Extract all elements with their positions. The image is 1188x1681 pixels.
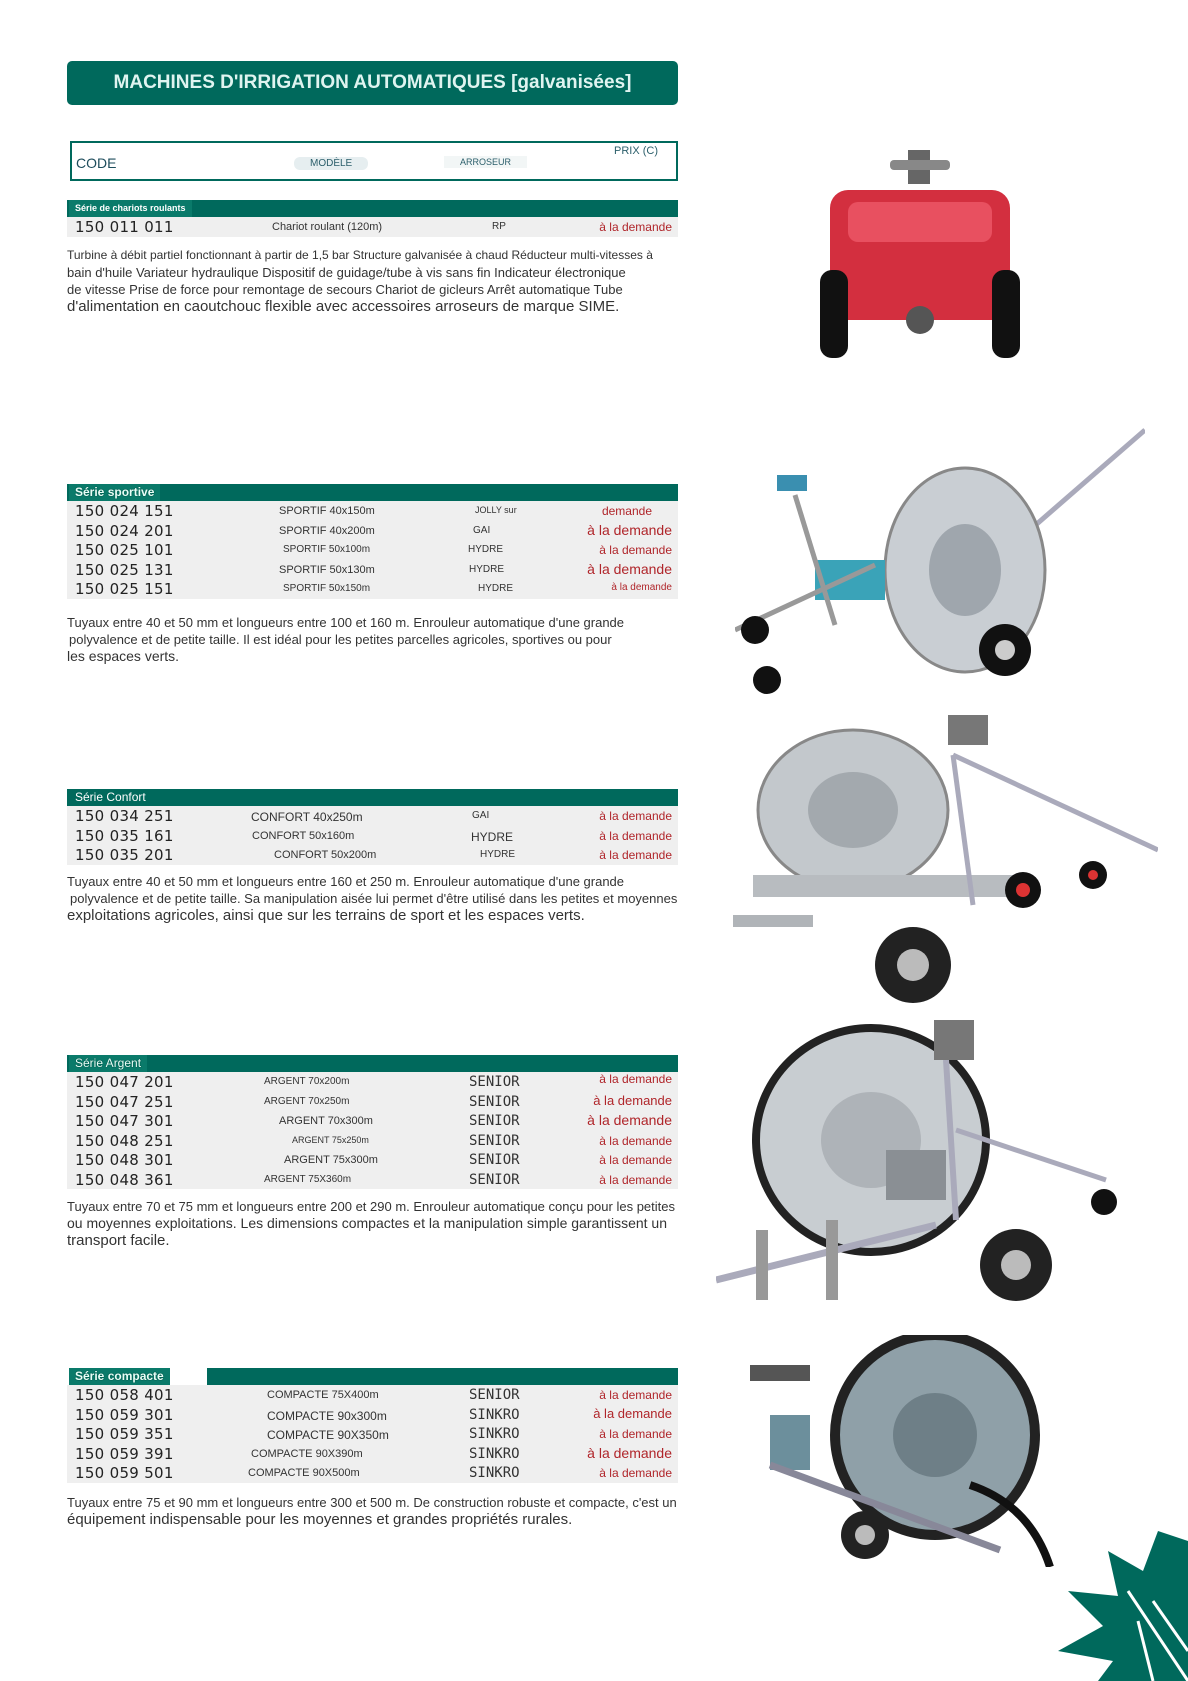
- product-model: CONFORT 40x250m: [251, 810, 363, 824]
- table-row: [67, 521, 678, 541]
- table-row: [67, 1444, 678, 1464]
- section-rows: [67, 217, 678, 237]
- product-sprinkler: RP: [492, 221, 506, 232]
- product-model: SPORTIF 40x150m: [279, 505, 375, 517]
- product-sprinkler: HYDRE: [471, 829, 514, 844]
- section-header-bar: [67, 1368, 678, 1385]
- table-row: [67, 501, 678, 521]
- section-label: Série Argent: [69, 1055, 147, 1072]
- product-price: à la demande: [599, 1072, 672, 1086]
- product-sprinkler: HYDRE: [468, 544, 504, 555]
- product-model: COMPACTE 90x300m: [267, 1408, 387, 1423]
- product-model: SPORTIF 50x100m: [283, 544, 371, 555]
- red-trolley-image: [820, 150, 1020, 365]
- product-model: ARGENT 75x300m: [284, 1154, 378, 1166]
- section-header-bar: [67, 789, 678, 806]
- description-line: bain d'huile Variateur hydraulique Dispositif de guidage/tube à vis sans fin Indicateur électronique: [67, 265, 626, 280]
- product-code: 150 025 101: [75, 541, 174, 559]
- sportive-reel-image: [735, 425, 1145, 697]
- leaf-decoration-icon: [1058, 1531, 1188, 1681]
- section-rows: [67, 501, 678, 599]
- table-row: [67, 540, 678, 560]
- section-label: Série de chariots roulants: [69, 200, 192, 217]
- description-line: transport facile.: [67, 1232, 170, 1249]
- table-row: [67, 826, 678, 846]
- product-price: à la demande: [587, 560, 672, 577]
- product-sprinkler: SINKRO: [469, 1445, 520, 1462]
- product-code: 150 059 301: [75, 1405, 174, 1424]
- product-sprinkler: SINKRO: [469, 1426, 520, 1442]
- product-price: à la demande: [599, 1466, 672, 1480]
- section-sportive: [67, 484, 678, 599]
- product-code: 150 059 391: [75, 1444, 174, 1463]
- product-model: CONFORT 50x160m: [252, 829, 355, 842]
- section-label: Série compacte: [69, 1368, 170, 1385]
- product-price: à la demande: [599, 828, 672, 843]
- product-code: 150 024 151: [75, 502, 174, 520]
- section-header-bar: [67, 484, 678, 501]
- product-code: 150 047 251: [75, 1092, 174, 1111]
- table-row: [67, 1424, 678, 1444]
- product-code: 150 035 161: [75, 826, 174, 845]
- product-code: 150 048 251: [75, 1131, 174, 1150]
- table-row: [67, 806, 678, 826]
- product-model: ARGENT 75x250m: [292, 1134, 369, 1145]
- product-model: COMPACTE 90X390m: [251, 1447, 363, 1460]
- product-model: ARGENT 70x300m: [279, 1115, 373, 1127]
- product-sprinkler: SENIOR: [469, 1132, 520, 1149]
- product-code: 150 059 501: [75, 1464, 174, 1482]
- table-row: [67, 1111, 678, 1131]
- section-confort: [67, 789, 678, 865]
- product-price: à la demande: [611, 582, 672, 593]
- product-code: 150 024 201: [75, 521, 174, 540]
- description-line: équipement indispensable pour les moyennes et grandes propriétés rurales.: [67, 1511, 573, 1528]
- table-row: [67, 1385, 678, 1405]
- product-price: à la demande: [599, 1153, 672, 1167]
- product-code: 150 048 301: [75, 1151, 174, 1169]
- product-price: à la demande: [599, 1388, 672, 1402]
- product-model: CONFORT 50x200m: [274, 849, 377, 861]
- description-line: Turbine à débit partiel fonctionnant à partir de 1,5 bar Structure galvanisée à chaud Réducteur multi-vitesses à: [67, 248, 653, 262]
- table-header: [70, 141, 678, 181]
- section-header-bar: [67, 200, 678, 217]
- product-code: 150 059 351: [75, 1425, 174, 1443]
- product-sprinkler: HYDRE: [480, 849, 516, 860]
- description-line: polyvalence et de petite taille. Sa manipulation aisée lui permet d'être utilisé dans les petites et moyennes: [70, 891, 678, 906]
- section-rows: [67, 1385, 678, 1483]
- product-model: ARGENT 70x200m: [264, 1076, 350, 1087]
- section-rows: [67, 1072, 678, 1189]
- product-model: COMPACTE 90X500m: [248, 1467, 360, 1479]
- section-description: [67, 1198, 687, 1249]
- table-row: [67, 1405, 678, 1425]
- product-code: 150 047 301: [75, 1112, 174, 1130]
- table-row: [67, 1463, 678, 1483]
- section-header-bar: [67, 1055, 678, 1072]
- product-sprinkler: SENIOR: [469, 1152, 520, 1168]
- description-line: polyvalence et de petite taille. Il est idéal pour les petites parcelles agricoles, sportives ou pour: [69, 632, 612, 647]
- description-line: Tuyaux entre 40 et 50 mm et longueurs entre 160 et 250 m. Enrouleur automatique d'une grande: [67, 874, 625, 889]
- product-sprinkler: SENIOR: [469, 1113, 520, 1129]
- product-sprinkler: GAI: [473, 524, 491, 536]
- header-sprinkler: ARROSEUR: [444, 156, 527, 168]
- table-row: [67, 845, 678, 865]
- section-description: [67, 873, 687, 924]
- product-sprinkler: SENIOR: [469, 1093, 520, 1110]
- section-rows: [67, 806, 678, 865]
- page-title: MACHINES D'IRRIGATION AUTOMATIQUES [galvanisées]: [67, 61, 678, 105]
- description-line: ou moyennes exploitations. Les dimensions compactes et la manipulation simple garantissent un: [67, 1215, 668, 1231]
- description-line: les espaces verts.: [67, 648, 180, 664]
- argent-reel-image: [716, 1020, 1136, 1320]
- product-code: 150 047 201: [75, 1073, 174, 1091]
- product-price: à la demande: [599, 543, 672, 557]
- description-line: de vitesse Prise de force pour remontage de secours Chariot de gicleurs Arrêt automatique Tube: [67, 282, 623, 297]
- description-line: Tuyaux entre 70 et 75 mm et longueurs entre 200 et 290 m. Enrouleur automatique conçu pour les petites: [67, 1199, 675, 1214]
- product-price: demande: [601, 504, 652, 518]
- section-chariots: [67, 200, 678, 237]
- section-label: Série Confort: [69, 789, 152, 806]
- product-price: à la demande: [593, 1405, 672, 1421]
- description-line: d'alimentation en caoutchouc flexible avec accessoires arroseurs de marque SIME.: [67, 298, 620, 315]
- section-description: [67, 614, 687, 665]
- section-label: Série sportive: [69, 484, 160, 501]
- product-sprinkler: SENIOR: [469, 1074, 520, 1090]
- table-row: [67, 579, 678, 599]
- product-sprinkler: HYDRE: [478, 583, 514, 594]
- product-model: SPORTIF 40x200m: [279, 524, 375, 537]
- section-argent: [67, 1055, 678, 1189]
- header-code: CODE: [76, 155, 117, 171]
- header-model: MODÈLE: [294, 157, 368, 170]
- product-price: à la demande: [587, 521, 672, 538]
- table-row: [67, 1150, 678, 1170]
- section-description: [67, 247, 687, 315]
- product-code: 150 035 201: [75, 846, 174, 864]
- table-row: [67, 1072, 678, 1092]
- table-row: [67, 1131, 678, 1151]
- product-price: à la demande: [587, 1112, 672, 1128]
- product-price: à la demande: [599, 1172, 672, 1187]
- section-description: [67, 1494, 687, 1528]
- product-price: à la demande: [599, 1427, 672, 1441]
- product-price: à la demande: [587, 1444, 672, 1461]
- confort-reel-image: [733, 715, 1158, 1010]
- compacte-reel-image: [750, 1335, 1080, 1567]
- product-code: 150 034 251: [75, 807, 174, 825]
- header-price: PRIX (C): [614, 145, 658, 157]
- section-compacte: [67, 1368, 678, 1483]
- product-sprinkler: SINKRO: [469, 1406, 520, 1423]
- table-row: [67, 560, 678, 580]
- product-price: à la demande: [593, 1092, 672, 1108]
- product-sprinkler: SENIOR: [469, 1171, 520, 1188]
- table-row: [67, 1092, 678, 1112]
- table-row: [67, 217, 678, 237]
- product-model: Chariot roulant (120m): [272, 221, 383, 233]
- product-code: 150 058 401: [75, 1386, 174, 1404]
- description-line: Tuyaux entre 75 et 90 mm et longueurs entre 300 et 500 m. De construction robuste et compacte, c'est un: [67, 1495, 677, 1510]
- product-sprinkler: JOLLY sur: [475, 505, 517, 515]
- product-code: 150 025 131: [75, 560, 174, 579]
- product-sprinkler: GAI: [472, 810, 490, 821]
- product-code: 150 011 011: [75, 218, 174, 236]
- product-model: ARGENT 75X360m: [264, 1173, 352, 1185]
- product-model: ARGENT 70x250m: [264, 1095, 350, 1107]
- product-code: 150 025 151: [75, 580, 174, 598]
- product-model: COMPACTE 75X400m: [267, 1389, 379, 1401]
- product-sprinkler: SINKRO: [469, 1465, 520, 1481]
- product-price: à la demande: [599, 848, 672, 862]
- product-model: COMPACTE 90X350m: [267, 1428, 389, 1442]
- product-model: SPORTIF 50x150m: [283, 583, 371, 594]
- product-model: SPORTIF 50x130m: [279, 563, 375, 576]
- table-row: [67, 1170, 678, 1190]
- product-code: 150 048 361: [75, 1170, 174, 1189]
- product-price: à la demande: [599, 1133, 672, 1148]
- description-line: exploitations agricoles, ainsi que sur les terrains de sport et les espaces verts.: [67, 907, 585, 924]
- product-price: à la demande: [599, 809, 672, 823]
- product-sprinkler: SENIOR: [469, 1387, 520, 1403]
- product-price: à la demande: [599, 220, 672, 234]
- product-sprinkler: HYDRE: [469, 563, 505, 575]
- description-line: Tuyaux entre 40 et 50 mm et longueurs entre 100 et 160 m. Enrouleur automatique d'une grande: [67, 615, 625, 630]
